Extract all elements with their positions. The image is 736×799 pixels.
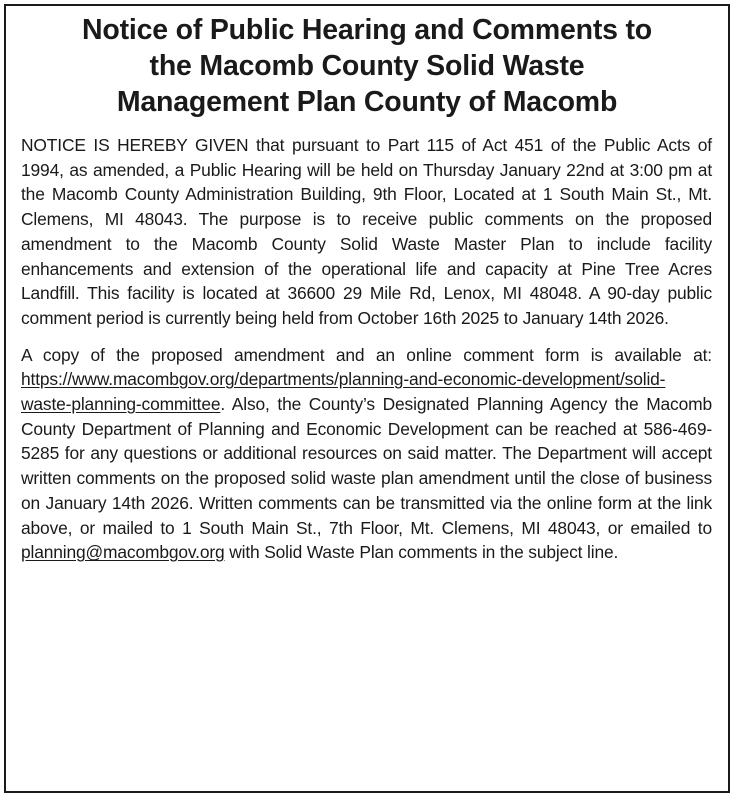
notice-title — [18, 12, 716, 120]
comments-details-text: . Also, the County’s Designated Planning Agency the Macomb County Department of Planning and Economic Development can be reached at 586-469-5285 for any questions or additional resources on said matter. The Department will accept written comments on the proposed solid waste plan amendment until the close of business on January 14th 2026. Written comments can be transmitted via the online form at the link above, or mailed to 1 South Main St., 7th Floor, Mt. Clemens, MI 48043, or emailed to — [21, 394, 712, 538]
comments-intro-text: A copy of the proposed amendment and an online comment form is available at: — [21, 344, 712, 365]
amendment-url-link[interactable]: https://www.macombgov.org/departments/planning-and-economic-development/solid-waste-planning-committee — [21, 369, 666, 415]
notice-title-line-2: the Macomb County Solid Waste — [149, 50, 585, 82]
notice-title-line-1: Notice of Public Hearing and Comments to — [82, 14, 652, 46]
comments-paragraph — [21, 343, 712, 565]
notice-title-line-3: Management Plan County of Macomb — [116, 86, 618, 118]
hearing-paragraph: NOTICE IS HEREBY GIVEN that pursuant to Part 115 of Act 451 of the Public Acts of 1994, as amended, a Public Hearing will be held on Thursday January 22nd at 3:00 pm at the Macomb County Administration Building, 9th Floor, Located at 1 South Main St., Mt. Clemens, MI 48043. The purpose is to receive public comments on the proposed amendment to the Macomb County Solid Waste Master Plan to include facility enhancements and extension of the operational life and capacity at Pine Tree Acres Landfill. This facility is located at 36600 29 Mile Rd, Lenox, MI 48048. A 90-day public comment period is currently being held from October 16th 2025 to January 14th 2026. — [21, 135, 712, 328]
notice-body — [21, 133, 712, 565]
planning-email-link[interactable]: planning@macombgov.org — [21, 542, 225, 563]
comments-closing-text: with Solid Waste Plan comments in the subject line. — [224, 542, 619, 563]
public-notice — [4, 4, 730, 793]
